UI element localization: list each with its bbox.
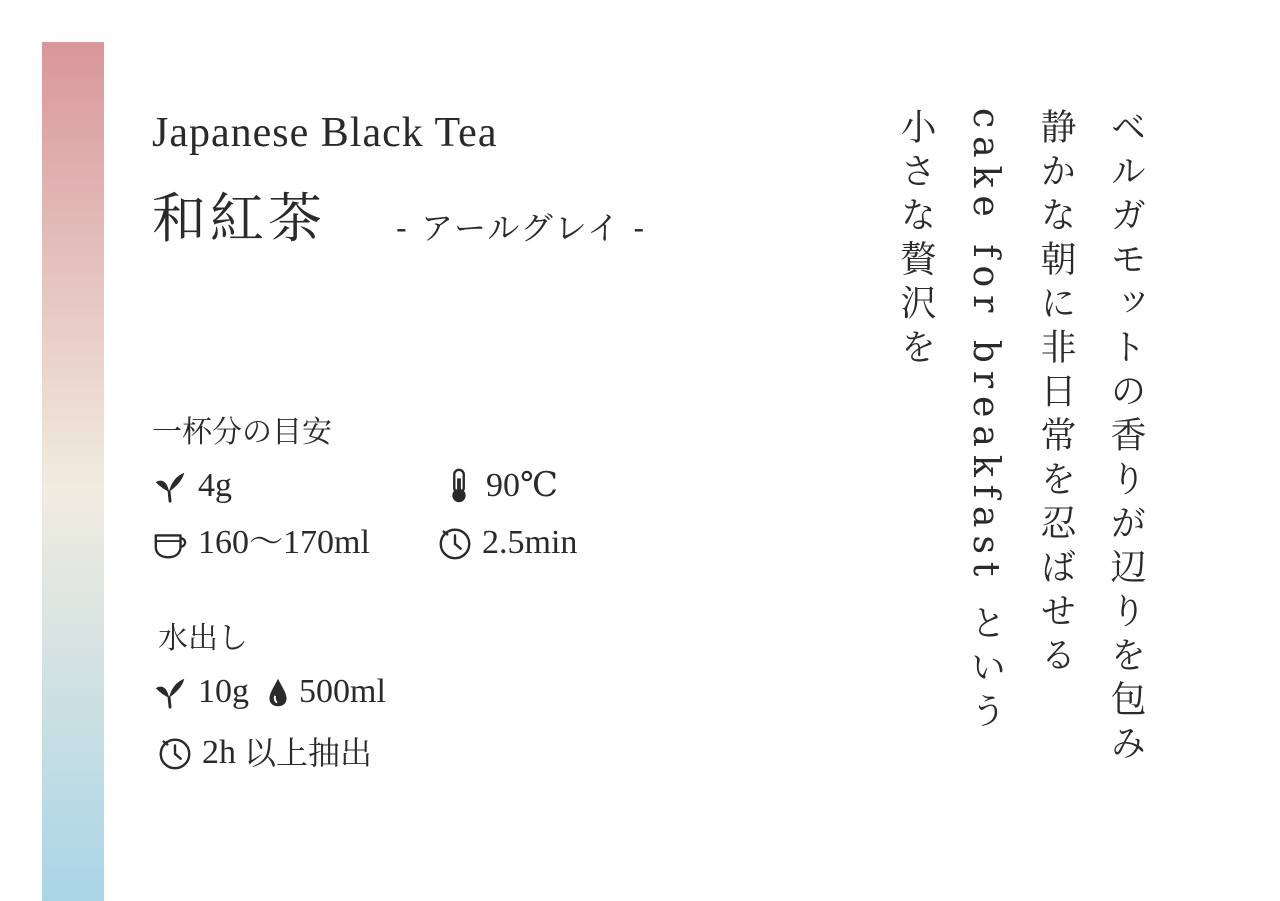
serving-water-value: 160～170ml bbox=[198, 524, 370, 561]
serving-steep-value: 2.5min bbox=[482, 524, 578, 561]
serving-heading: 一杯分の目安 bbox=[152, 415, 332, 450]
serving-leaf-value: 4g bbox=[198, 467, 232, 504]
vertical-tagline bbox=[880, 108, 1160, 868]
serving-steep-time bbox=[436, 524, 577, 562]
clock-icon bbox=[436, 524, 474, 562]
cold-brew-steep-note: 以上抽出 bbox=[244, 734, 373, 772]
thermometer-icon bbox=[440, 467, 478, 505]
serving-temperature-value: 90℃ bbox=[486, 467, 559, 504]
serving-water-amount bbox=[152, 524, 370, 562]
gradient-accent-bar bbox=[42, 42, 104, 901]
cold-brew-heading: 水出し bbox=[158, 621, 248, 656]
water-drop-icon bbox=[265, 673, 291, 711]
serving-leaf-amount bbox=[152, 467, 232, 505]
tagline-line-3: cake for breakfast という bbox=[965, 108, 1006, 736]
tagline-line-1: ベルガモットの香りが辺りを包み bbox=[1105, 108, 1146, 768]
tea-leaf-icon bbox=[152, 673, 190, 711]
tagline-line-4: 小さな贅沢を bbox=[895, 108, 936, 372]
cup-icon bbox=[152, 524, 190, 562]
tagline-line-2: 静かな朝に非日常を忍ばせる bbox=[1035, 108, 1076, 680]
serving-temperature bbox=[440, 467, 558, 505]
cold-brew-steep-value: 2h bbox=[202, 734, 236, 771]
cold-brew-steep bbox=[156, 734, 372, 772]
cold-brew-leaf-value: 10g bbox=[198, 673, 249, 710]
product-name: 和紅茶 bbox=[152, 187, 326, 250]
tea-leaf-icon bbox=[152, 467, 190, 505]
clock-icon bbox=[156, 734, 194, 772]
english-subtitle: Japanese Black Tea bbox=[152, 110, 498, 156]
cold-brew-amounts bbox=[152, 673, 386, 711]
cold-brew-water-value: 500ml bbox=[299, 673, 386, 710]
flavor-name: - アールグレイ - bbox=[396, 209, 647, 247]
